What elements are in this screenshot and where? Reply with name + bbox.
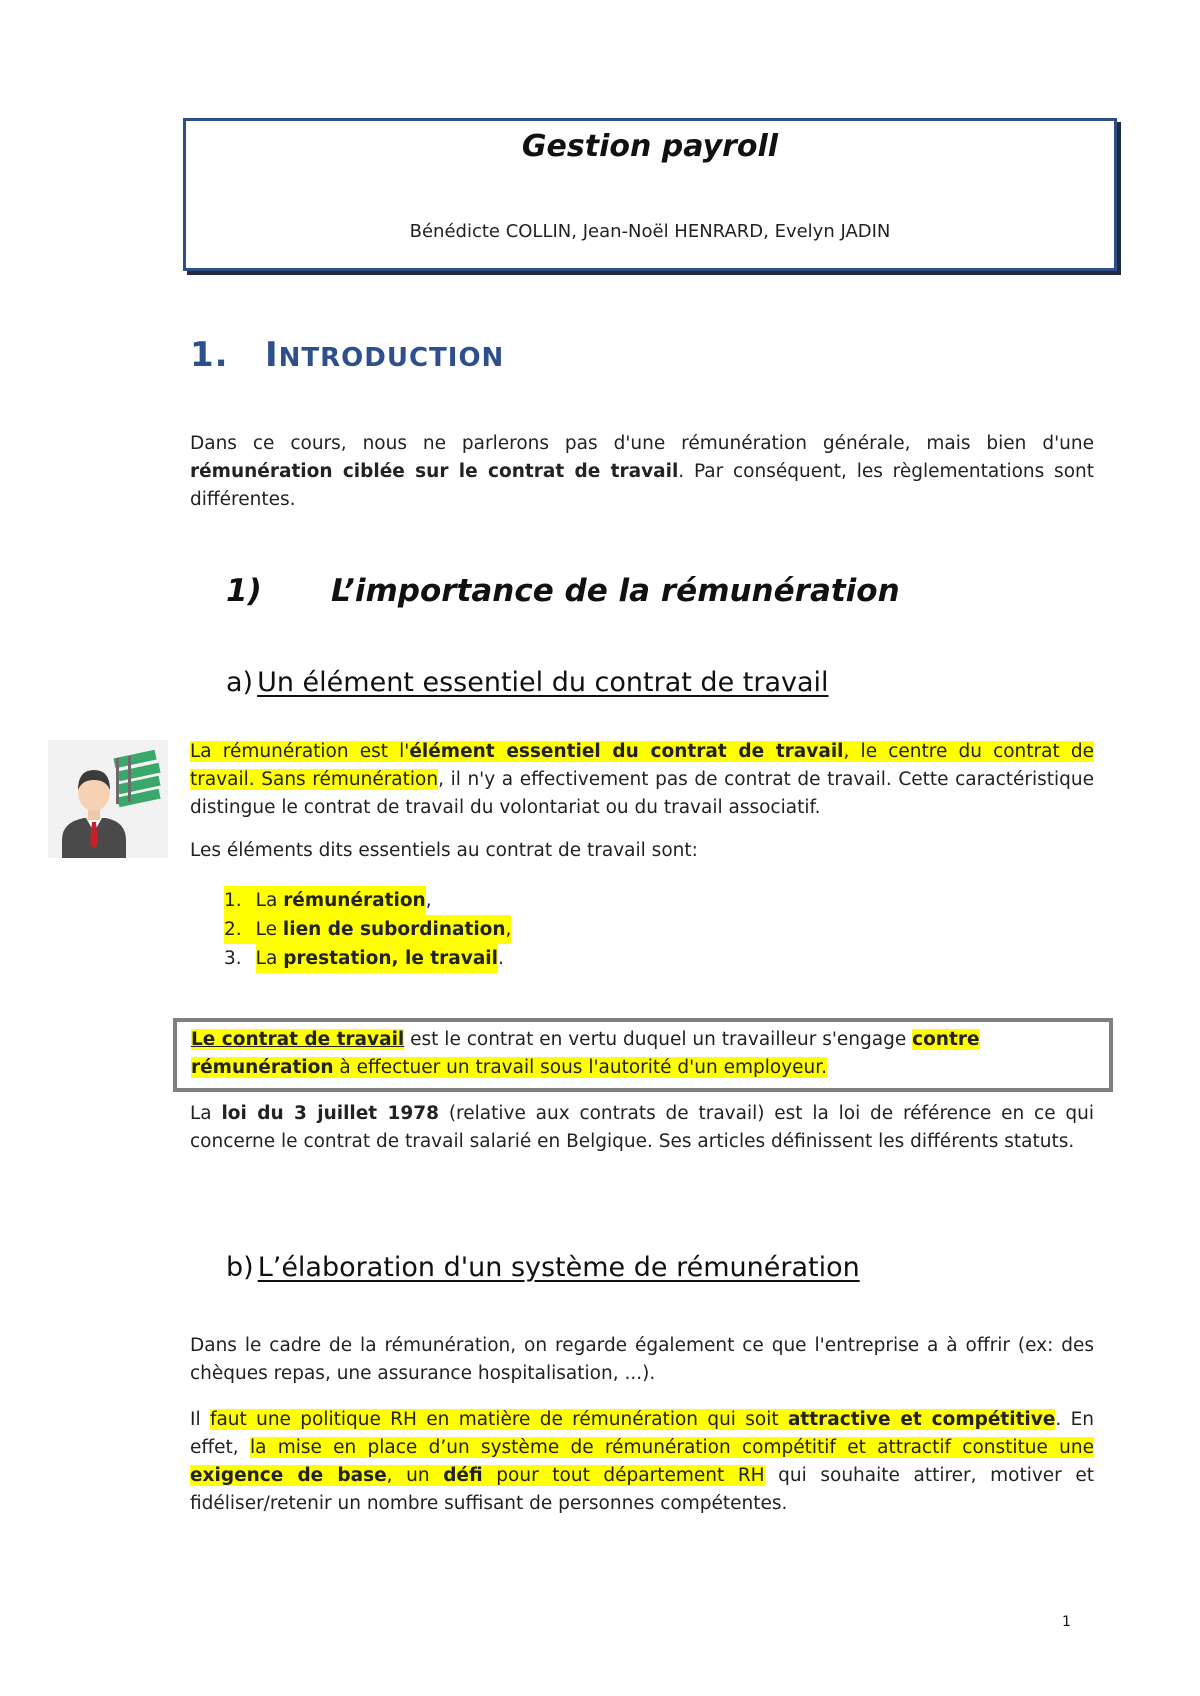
law-post: (relative aux contrats de travail) est la loi de référence en ce qui concerne le contrat de travail salarié en Belgique. Ses articles définissent les différents statuts. [190, 1103, 1094, 1152]
list-intro: Les éléments dits essentiels au contrat de travail sont: [190, 840, 698, 861]
law-bold: loi du 3 juillet 1978 [221, 1103, 440, 1124]
list-item [224, 944, 511, 973]
heading-a [226, 667, 829, 698]
essential-paragraph [190, 738, 1094, 865]
policy-highlight-4: pour tout département RH [482, 1465, 765, 1486]
intro-paragraph [190, 430, 1094, 514]
list-item-post: , [505, 919, 512, 940]
list-item-bold: lien de subordination [282, 919, 506, 940]
heading-a-label: a) [226, 667, 254, 698]
heading-a-title: Un élément essentiel du contrat de travail [257, 667, 829, 698]
heading-b [226, 1252, 860, 1283]
list-item-bold: rémunération [283, 890, 426, 911]
document-title: Gestion payroll [521, 129, 779, 164]
list-item-bold: prestation, le travail [283, 948, 498, 969]
page-number: 1 [1062, 1614, 1071, 1630]
list-item-post: , [425, 890, 432, 911]
law-pre: La [190, 1103, 222, 1124]
policy-bold-1: attractive et compétitive [787, 1409, 1056, 1430]
section-title-rest: NTRODUCTION [278, 343, 505, 373]
intro-text-end: . Par conséquent, les règlementations sont différentes. [190, 461, 1094, 510]
policy-bold-2: exigence de base [190, 1465, 387, 1486]
framework-paragraph: Dans le cadre de la rémunération, on regarde également ce que l'entreprise a à offrir (ex: des chèques repas, une assurance hospitalisation, ...). [190, 1335, 1094, 1384]
document-authors: Bénédicte COLLIN, Jean-Noël HENRARD, Evelyn JADIN [409, 221, 891, 242]
list-item-number: 2. [224, 915, 256, 944]
essential-text-3: , il n'y a effectivement pas de contrat de travail. Cette caractéristique distingue le contrat de travail du volontariat ou du travail associatif. [190, 769, 1094, 818]
essential-text-2: , le centre du contrat de travail. Sans rémunération [190, 741, 1094, 790]
essential-list [224, 886, 511, 973]
list-item-number: 1. [224, 886, 256, 915]
essential-bold: élément essentiel du contrat de travail [409, 741, 844, 762]
policy-highlight-2: la mise en place d’un système de rémunération compétitif et attractif constitue une [249, 1437, 1094, 1458]
intro-text: Dans ce cours, nous ne parlerons pas d'une rémunération générale, mais bien d'une [190, 433, 1094, 454]
essential-text-1: La rémunération est l' [190, 741, 410, 762]
heading-b-label: b) [226, 1252, 254, 1283]
businessman-money-icon [48, 740, 168, 858]
policy-text-3: qui souhaite attirer, motiver et fidéliser/retenir un nombre suffisant de personnes compétentes. [190, 1465, 1095, 1514]
subsection-number: 1) [226, 573, 262, 609]
policy-highlight-1: faut une politique RH en matière de rémunération qui soit [209, 1409, 788, 1430]
subsection-heading-importance [226, 573, 900, 609]
policy-highlight-3: , un [386, 1465, 444, 1486]
list-item-number: 3. [224, 948, 242, 969]
law-paragraph [190, 1100, 1094, 1156]
definition-text-1: est le contrat en vertu duquel un travailleur s'engage [404, 1029, 913, 1050]
definition-text-2: à effectuer un travail sous l'autorité d'un employeur. [333, 1057, 828, 1078]
definition-bold: contre rémunération [191, 1029, 980, 1078]
definition-text [191, 1026, 1071, 1082]
subsection-title: L’importance de la rémunération [331, 573, 900, 609]
policy-text-1: Il [190, 1409, 210, 1430]
heading-b-title: L’élaboration d'un système de rémunération [257, 1252, 860, 1283]
section-title-initial: I [265, 335, 279, 375]
list-item [224, 886, 511, 915]
list-item-pre: La [255, 890, 284, 911]
intro-bold: rémunération ciblée sur le contrat de travail [190, 461, 679, 482]
list-item [224, 915, 511, 944]
policy-text-2: . En effet, [190, 1409, 1094, 1458]
list-item-pre: Le [255, 919, 283, 940]
section-number: 1. [190, 335, 229, 375]
section-heading-introduction [190, 335, 504, 375]
policy-bold-3: défi [443, 1465, 483, 1486]
definition-box [173, 1018, 1113, 1092]
list-item-post: . [497, 948, 504, 969]
title-box [183, 118, 1117, 271]
definition-term: Le contrat de travail [191, 1029, 405, 1050]
list-item-pre: La [255, 948, 284, 969]
policy-paragraph [190, 1406, 1094, 1518]
